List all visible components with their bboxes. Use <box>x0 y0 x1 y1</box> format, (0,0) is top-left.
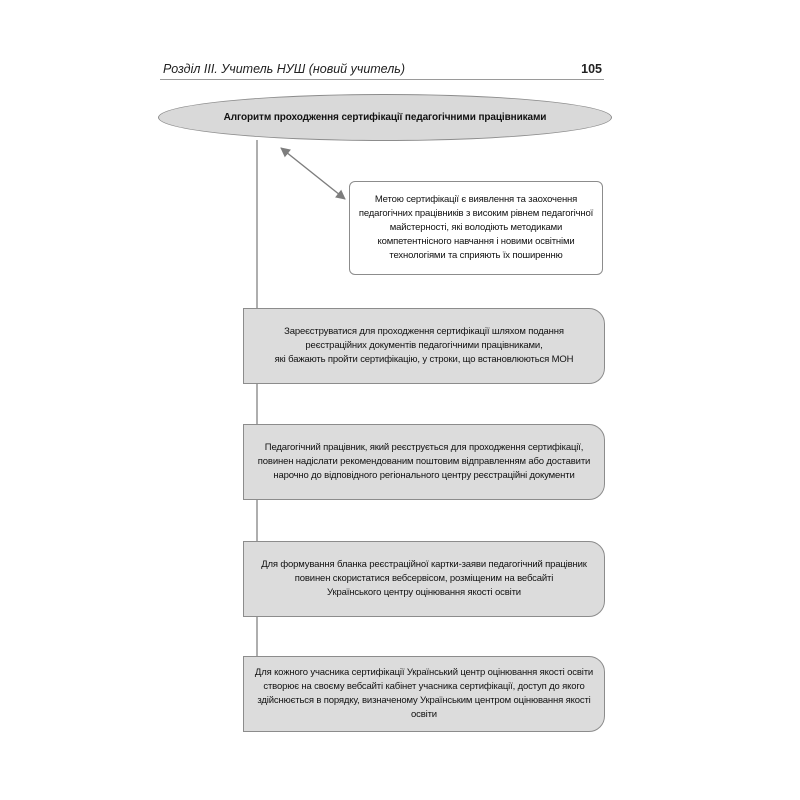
step-line: повинен надіслати рекомендованим поштовим відправленням або доставити <box>257 456 591 467</box>
step-text <box>258 441 590 483</box>
goal-box <box>349 181 603 275</box>
step-line: Для формування бланка реєстраційної картки-заяви педагогічний працівник <box>261 559 587 570</box>
step-line: реєстраційних документів педагогічними працівниками, <box>305 340 543 351</box>
goal-line: технологіями та сприяють їх поширенню <box>389 250 563 261</box>
step-text <box>261 558 587 600</box>
diagram-title: Алгоритм проходження сертифікації педагогічними працівниками <box>223 112 547 123</box>
step-line: Українського центру оцінювання якості освіти <box>327 587 521 598</box>
goal-line: Метою сертифікації є виявлення та заохочення <box>374 194 578 205</box>
step-line: Для кожного учасника сертифікації Український центр оцінювання якості освіти <box>254 667 594 678</box>
step-box-3 <box>243 541 605 617</box>
step-box-1 <box>243 308 605 384</box>
step-box-4 <box>243 656 605 732</box>
goal-line: педагогічних працівників з високим рівнем педагогічної <box>358 208 594 219</box>
step-text <box>254 666 594 722</box>
goal-line: компетентнісного навчання і новими освітніми <box>377 236 575 247</box>
step-line: нарочно до відповідного регіонального центру реєстраційні документи <box>273 470 575 481</box>
goal-text <box>359 193 593 263</box>
goal-line: майстерності, які володіють методиками <box>389 222 563 233</box>
step-line: здійснюється в порядку, визначеному Українським центром оцінювання якості освіти <box>257 695 591 720</box>
section-title: Розділ III. Учитель НУШ (новий учитель) <box>163 62 406 76</box>
step-line: повинен скористатися вебсервісом, розміщеним на вебсайті <box>294 573 554 584</box>
step-text <box>275 325 574 367</box>
page-number: 105 <box>581 62 602 76</box>
step-line: Зареєструватися для проходження сертифікації шляхом подання <box>284 326 564 337</box>
step-line: Педагогічний працівник, який реєструється для проходження сертифікації, <box>264 442 584 453</box>
step-line: які бажають пройти сертифікацію, у строки, що встановлюються МОН <box>274 354 574 365</box>
goal-double-arrow <box>281 148 345 199</box>
diagram-title-oval <box>158 94 612 141</box>
step-line: створює на своєму вебсайті кабінет учасника сертифікації, доступ до якого <box>263 681 585 692</box>
step-box-2 <box>243 424 605 500</box>
